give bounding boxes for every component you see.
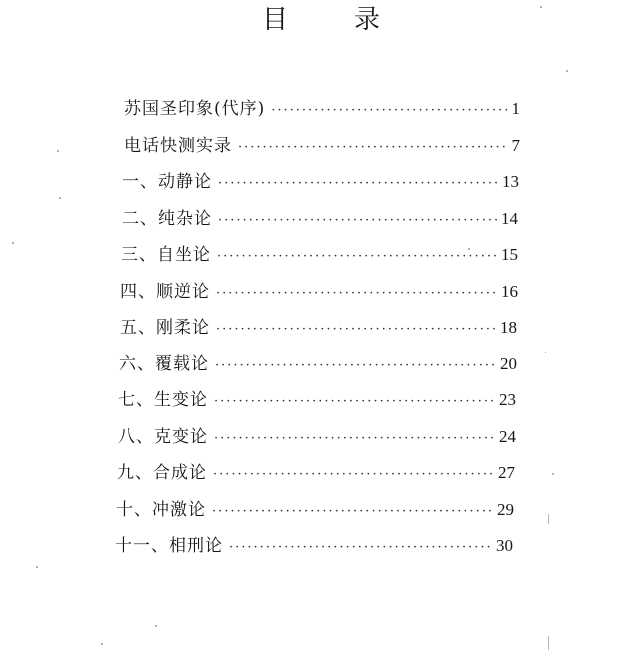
scan-speck — [57, 150, 59, 152]
toc-entry-label: 二、纯杂论 — [122, 209, 212, 229]
toc-entry-label: 苏国圣印象(代序) — [124, 99, 266, 119]
scan-speck — [545, 352, 546, 353]
toc-entry[interactable] — [121, 243, 518, 267]
toc-entry-label: 三、自坐论 — [121, 245, 211, 265]
toc-leader-dots — [215, 354, 496, 378]
toc-entry-page: 30 — [496, 536, 513, 555]
toc-leader-dots — [212, 500, 493, 524]
toc-leader-dots — [216, 282, 497, 306]
toc-entry-page: 15 — [501, 245, 518, 264]
toc-entry-label: 八、克变论 — [118, 427, 208, 447]
title-char-1: 目 — [262, 5, 355, 35]
scan-speck — [155, 625, 157, 627]
scan-speck — [566, 70, 568, 72]
toc-entry-page: 7 — [511, 136, 520, 155]
toc-entry-label: 电话快测实录 — [124, 136, 232, 156]
toc-entry[interactable] — [122, 170, 519, 194]
toc-entry-label: 一、动静论 — [122, 172, 212, 192]
scan-speck — [540, 6, 542, 8]
toc-entry-page: 27 — [498, 463, 515, 482]
toc-leader-dots — [218, 209, 497, 233]
toc-leader-dots — [271, 99, 507, 123]
toc-entry-page: 20 — [500, 354, 517, 373]
toc-entry-label: 四、顺逆论 — [120, 282, 210, 302]
toc-entry-page: 23 — [499, 390, 516, 409]
toc-entry[interactable] — [124, 134, 520, 158]
scan-speck — [468, 248, 470, 250]
toc-entry[interactable] — [116, 498, 514, 522]
scan-speck — [101, 643, 103, 645]
title-char-2: 录 — [354, 5, 447, 35]
scan-speck — [59, 197, 61, 199]
toc-entry-label: 十、冲激论 — [116, 500, 206, 520]
toc-entry-page: 14 — [501, 209, 518, 228]
toc-leader-dots — [229, 536, 492, 560]
toc-entry[interactable] — [115, 534, 513, 558]
scan-mark — [548, 514, 549, 524]
toc-leader-dots — [218, 172, 498, 196]
toc-entry[interactable] — [119, 352, 517, 376]
page-title — [262, 2, 446, 38]
toc-leader-dots — [214, 427, 495, 451]
toc-entry-page: 24 — [499, 427, 516, 446]
toc-entry[interactable] — [122, 207, 518, 231]
toc-entry[interactable] — [120, 316, 517, 340]
toc-leader-dots — [216, 318, 496, 342]
toc-leader-dots — [213, 463, 494, 487]
scan-speck — [552, 473, 554, 475]
toc-entry-label: 五、刚柔论 — [120, 318, 210, 338]
toc-entry[interactable] — [124, 97, 520, 121]
toc-entry-label: 九、合成论 — [117, 463, 207, 483]
toc-entry-page: 29 — [497, 500, 514, 519]
toc-entry-page: 16 — [501, 282, 518, 301]
toc-leader-dots — [214, 390, 495, 414]
toc-leader-dots — [217, 245, 497, 269]
toc-entry[interactable] — [117, 461, 515, 485]
scan-mark — [548, 636, 549, 650]
toc-entry-label: 六、覆载论 — [119, 354, 209, 374]
toc-entry[interactable] — [120, 280, 518, 304]
toc-entry[interactable] — [118, 388, 516, 412]
toc-entry-page: 1 — [511, 99, 520, 118]
toc-leader-dots — [238, 136, 508, 160]
toc-entry-label: 七、生变论 — [118, 390, 208, 410]
toc-entry[interactable] — [118, 425, 516, 449]
toc-entry-label: 十一、相刑论 — [115, 536, 223, 556]
scan-speck — [12, 242, 14, 244]
toc-entry-page: 13 — [502, 172, 519, 191]
scan-speck — [36, 566, 38, 568]
toc-entry-page: 18 — [500, 318, 517, 337]
